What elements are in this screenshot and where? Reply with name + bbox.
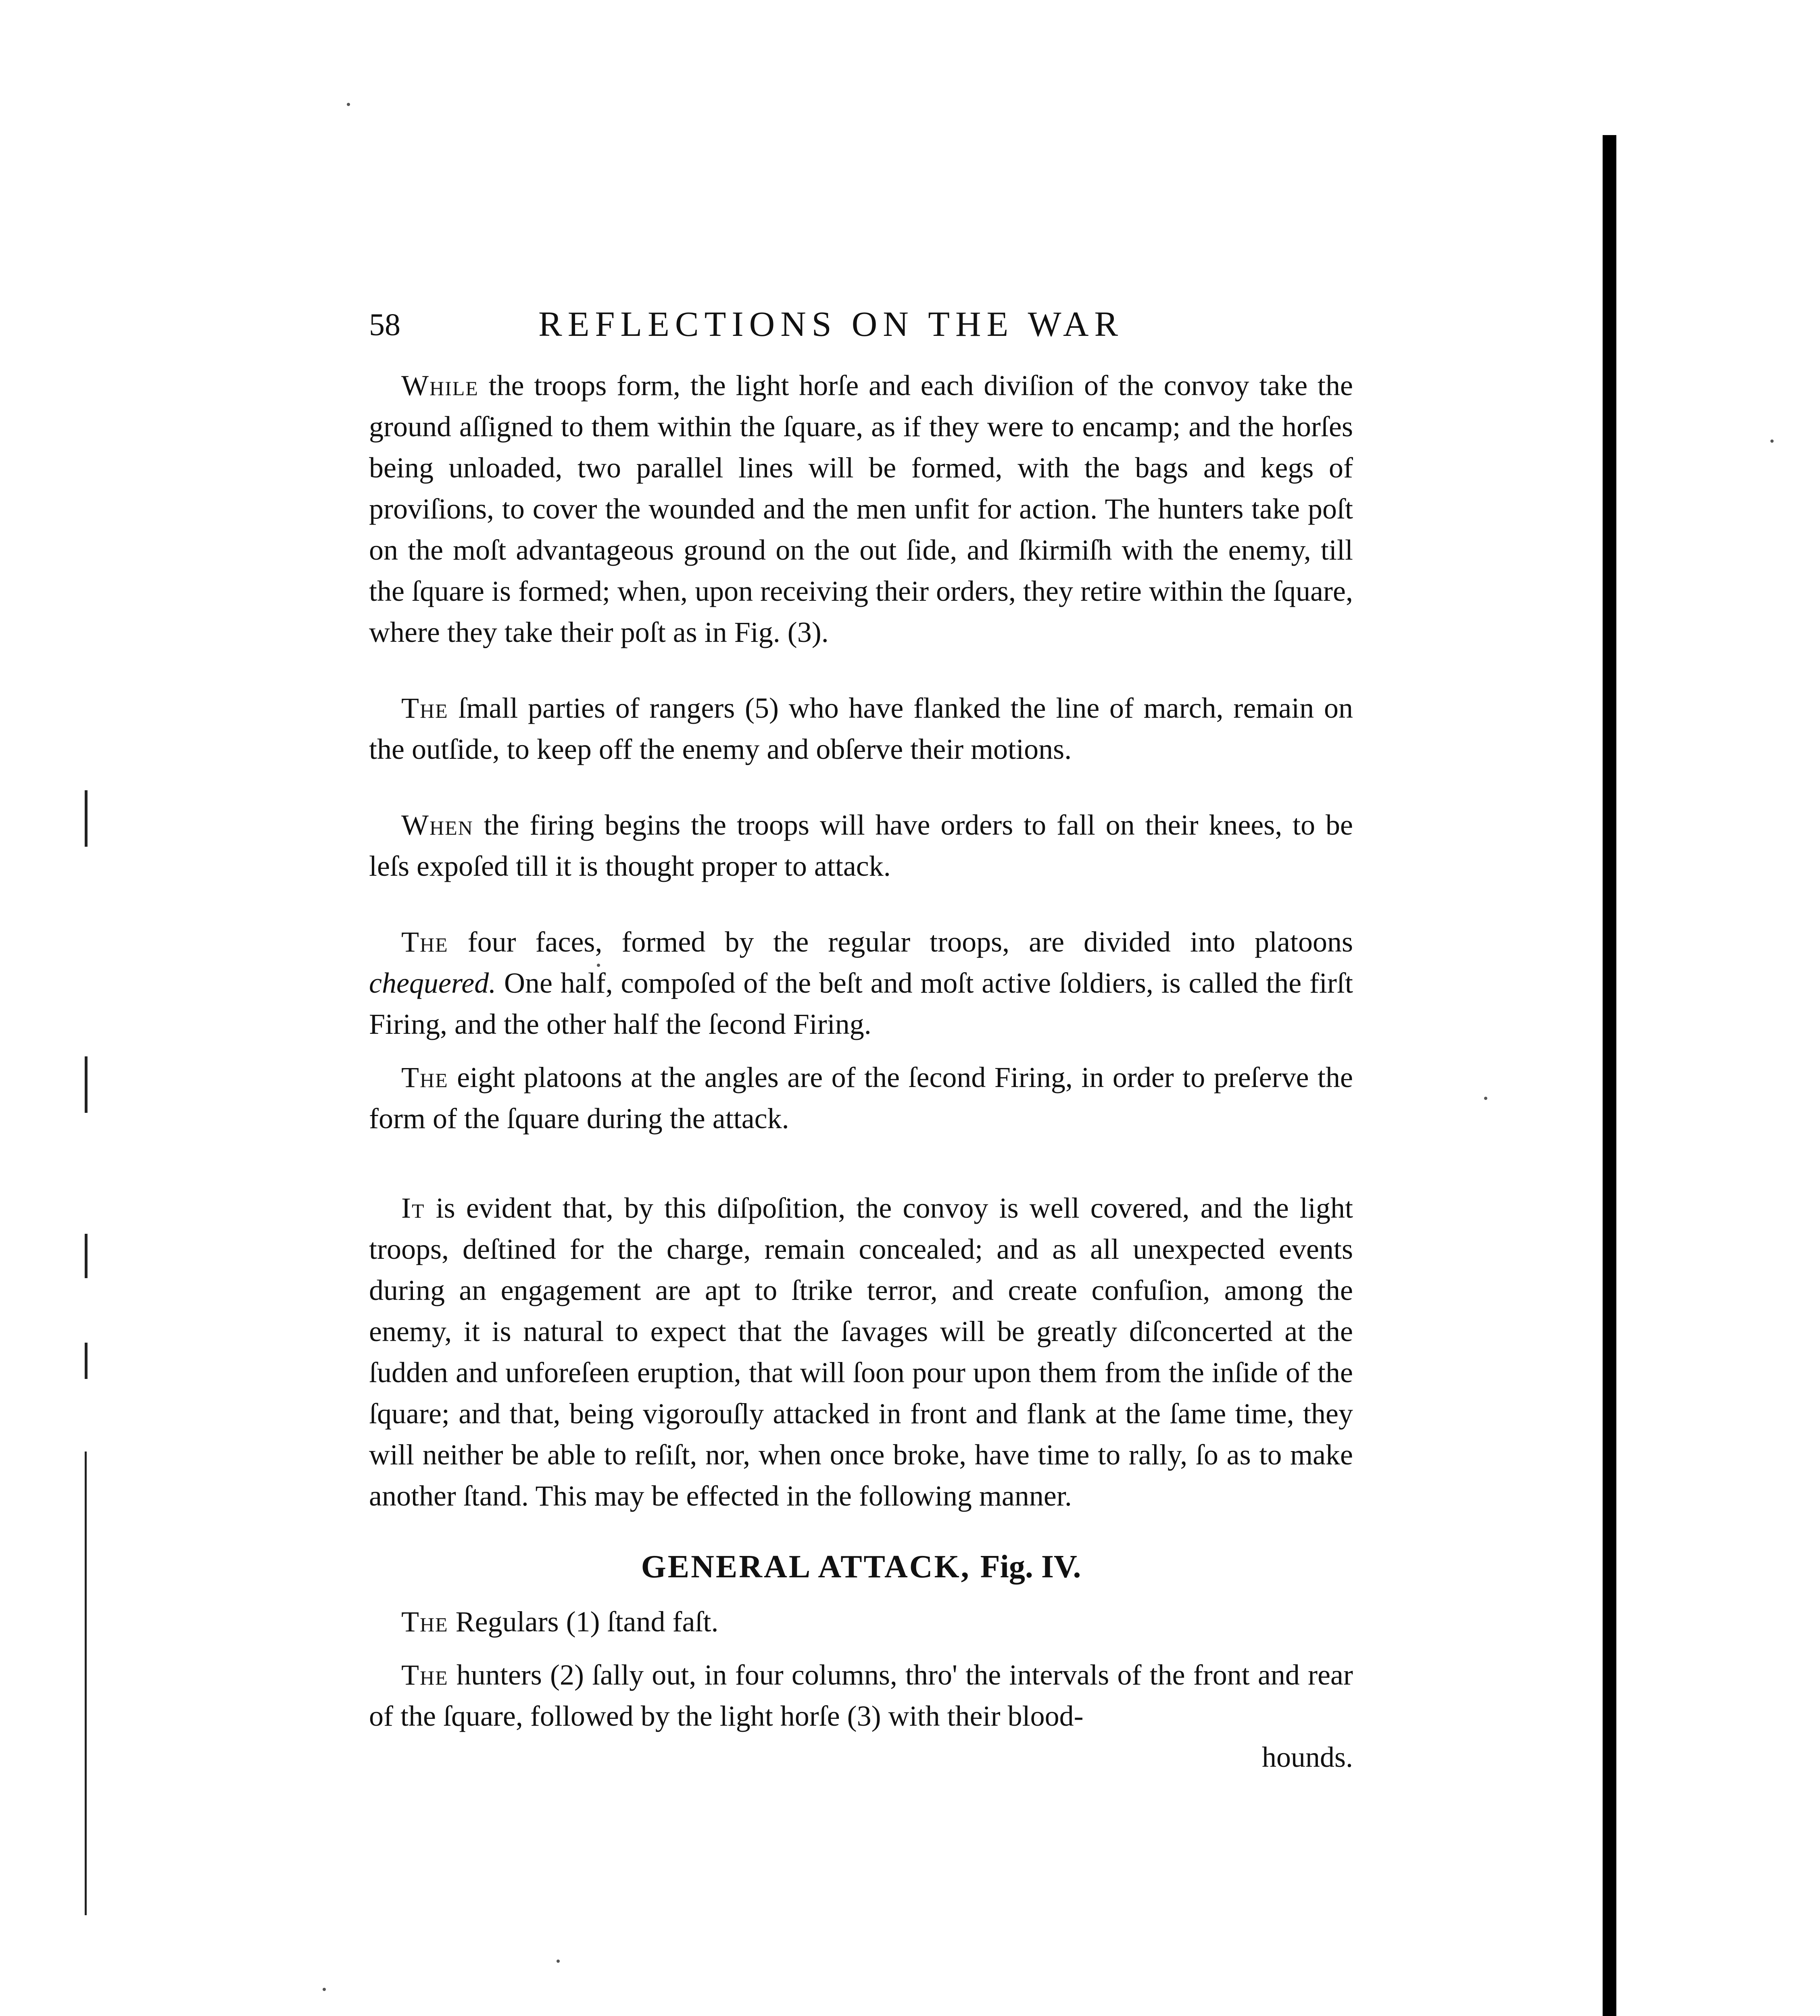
paragraph-lead-word: The bbox=[401, 1659, 448, 1691]
paragraph-regulars bbox=[369, 1601, 1353, 1642]
paragraph-lead-word: The bbox=[401, 1606, 448, 1638]
paragraph-disposition bbox=[369, 1187, 1353, 1516]
paragraph-text: ſmall parties of rangers (5) who have flanked the line of march, remain on the outſide, to keep off the enemy and obſerve their motions. bbox=[369, 692, 1353, 765]
paragraph-lead-word: It bbox=[401, 1192, 425, 1224]
paragraph-text: the firing begins the troops will have orders to fall on their knees, to be leſs expoſed till it is thought proper to attack. bbox=[369, 809, 1353, 882]
paragraph-text: four faces, formed by the regular troops, are divided into platoons bbox=[448, 926, 1353, 958]
scan-speck bbox=[1484, 1097, 1487, 1100]
scan-speck bbox=[323, 1988, 326, 1991]
paragraph-four-faces bbox=[369, 921, 1353, 1045]
margin-scan-mark bbox=[85, 790, 88, 847]
scan-speck bbox=[557, 1960, 560, 1963]
paragraph-lead-word: When bbox=[401, 809, 473, 841]
paragraph-eight-platoons bbox=[369, 1057, 1353, 1139]
italic-word: chequered. bbox=[369, 967, 496, 999]
paragraph-text: One half, compoſed of the beſt and moſt active ſoldiers, is called the firſt Firing, and the other half the ſecond Firing. bbox=[369, 967, 1353, 1040]
paragraph-text: Regulars (1) ſtand faſt. bbox=[448, 1606, 719, 1638]
section-heading-figure: Fig. IV. bbox=[980, 1549, 1081, 1585]
margin-scan-mark bbox=[85, 1343, 88, 1379]
catchword: hounds. bbox=[1261, 1741, 1353, 1773]
paragraph-lead-word: The bbox=[401, 926, 448, 958]
paragraph-text: hunters (2) ſally out, in four columns, thro' the intervals of the front and rear of the ſquare, followed by the light horſe (3) with their blood- bbox=[369, 1659, 1353, 1732]
paragraph-convoy-formation bbox=[369, 365, 1353, 653]
paragraph-text: eight platoons at the angles are of the ſecond Firing, in order to preſerve the form of the ſquare during the attack. bbox=[369, 1061, 1353, 1135]
running-title: REFLECTIONS ON THE WAR bbox=[538, 305, 1124, 344]
paragraph-lead-word: The bbox=[401, 692, 448, 724]
paragraph-firing-begins bbox=[369, 804, 1353, 887]
margin-scan-mark bbox=[85, 1056, 88, 1113]
scan-speck bbox=[347, 103, 350, 106]
running-head bbox=[369, 300, 1377, 349]
scan-speck bbox=[1770, 439, 1774, 443]
paragraph-text: the troops form, the light horſe and each diviſion of the convoy take the ground aſſigned to them within the ſquare, as if they were to encamp; and the horſes being unloaded, two parallel lines will be formed, with the bags and kegs of proviſions, to cover the wounded and the men unfit for action. The hunters take poſt on the moſt advantageous ground on the out ſide, and ſkirmiſh with the enemy, till the ſquare is formed; when, upon receiving their orders, they retire within the ſquare, where they take their poſt as in Fig. (3). bbox=[369, 369, 1353, 648]
paragraph-hunters bbox=[369, 1654, 1353, 1737]
page-number: 58 bbox=[369, 307, 400, 342]
paragraph-lead-word: While bbox=[401, 369, 479, 402]
paragraph-lead-word: The bbox=[401, 1061, 448, 1093]
section-heading bbox=[369, 1545, 1353, 1589]
scan-speck bbox=[597, 964, 600, 967]
body-text bbox=[369, 365, 1353, 1778]
section-heading-title: GENERAL ATTACK, bbox=[641, 1549, 971, 1585]
margin-scan-mark bbox=[85, 1452, 87, 1915]
paragraph-rangers bbox=[369, 687, 1353, 770]
margin-scan-mark bbox=[85, 1234, 88, 1278]
binding-edge-shadow bbox=[1603, 135, 1616, 2016]
paragraph-text: is evident that, by this diſpoſition, the convoy is well covered, and the light troops, deſtined for the charge, remain concealed; and as all unexpected events during an engagement are apt to ſtrike terror, and create confuſion, among the enemy, it is natural to expect that the ſavages will be greatly diſconcerted at the ſudden and unforeſeen eruption, that will ſoon pour upon them from the inſide of the ſquare; and that, being vigorouſly attacked in front and flank at the ſame time, they will neither be able to reſiſt, nor, when once broke, have time to rally, ſo as to make another ſtand. This may be effected in the following manner. bbox=[369, 1192, 1353, 1512]
